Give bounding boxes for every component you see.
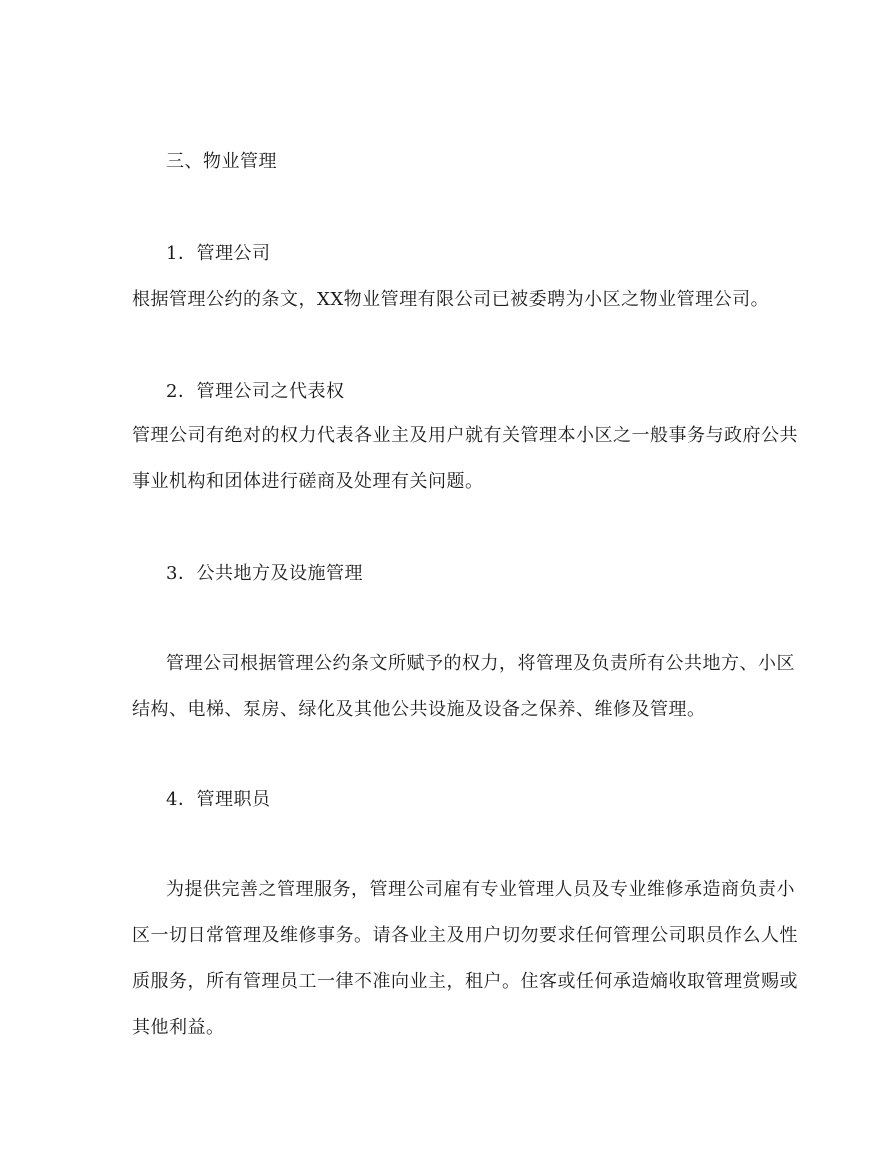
item-1-heading: 1．管理公司 xyxy=(166,243,271,264)
item-2-text-line-1: 管理公司有绝对的权力代表各业主及用户就有关管理本小区之一般事务与政府公共 xyxy=(132,425,798,446)
item-4-text-line-1: 为提供完善之管理服务，管理公司雇有专业管理人员及专业维修承造商负责小 xyxy=(166,879,795,900)
item-3-text-line-1: 管理公司根据管理公约条文所赋予的权力，将管理及负责所有公共地方、小区 xyxy=(166,653,795,674)
item-4-text-line-2: 区一切日常管理及维修事务。请各业主及用户切勿要求任何管理公司职员作么人性 xyxy=(132,925,798,946)
item-1-text-line-1: 根据管理公约的条文，XX物业管理有限公司已被委聘为小区之物业管理公司。 xyxy=(132,289,770,310)
item-4-text-line-4: 其他利益。 xyxy=(132,1017,225,1038)
section-title: 三、物业管理 xyxy=(166,151,277,172)
item-4-heading: 4．管理职员 xyxy=(166,789,271,810)
item-4-text-line-3: 质服务，所有管理员工一律不准向业主，租户。住客或任何承造熵收取管理赏赐或 xyxy=(132,971,798,992)
item-2-text-line-2: 事业机构和团体进行磋商及处理有关问题。 xyxy=(132,471,484,492)
item-2-heading: 2．管理公司之代表权 xyxy=(166,381,345,402)
item-3-text-line-2: 结构、电梯、泵房、绿化及其他公共设施及设备之保养、维修及管理。 xyxy=(132,699,706,720)
item-3-heading: 3．公共地方及设施管理 xyxy=(166,563,363,584)
